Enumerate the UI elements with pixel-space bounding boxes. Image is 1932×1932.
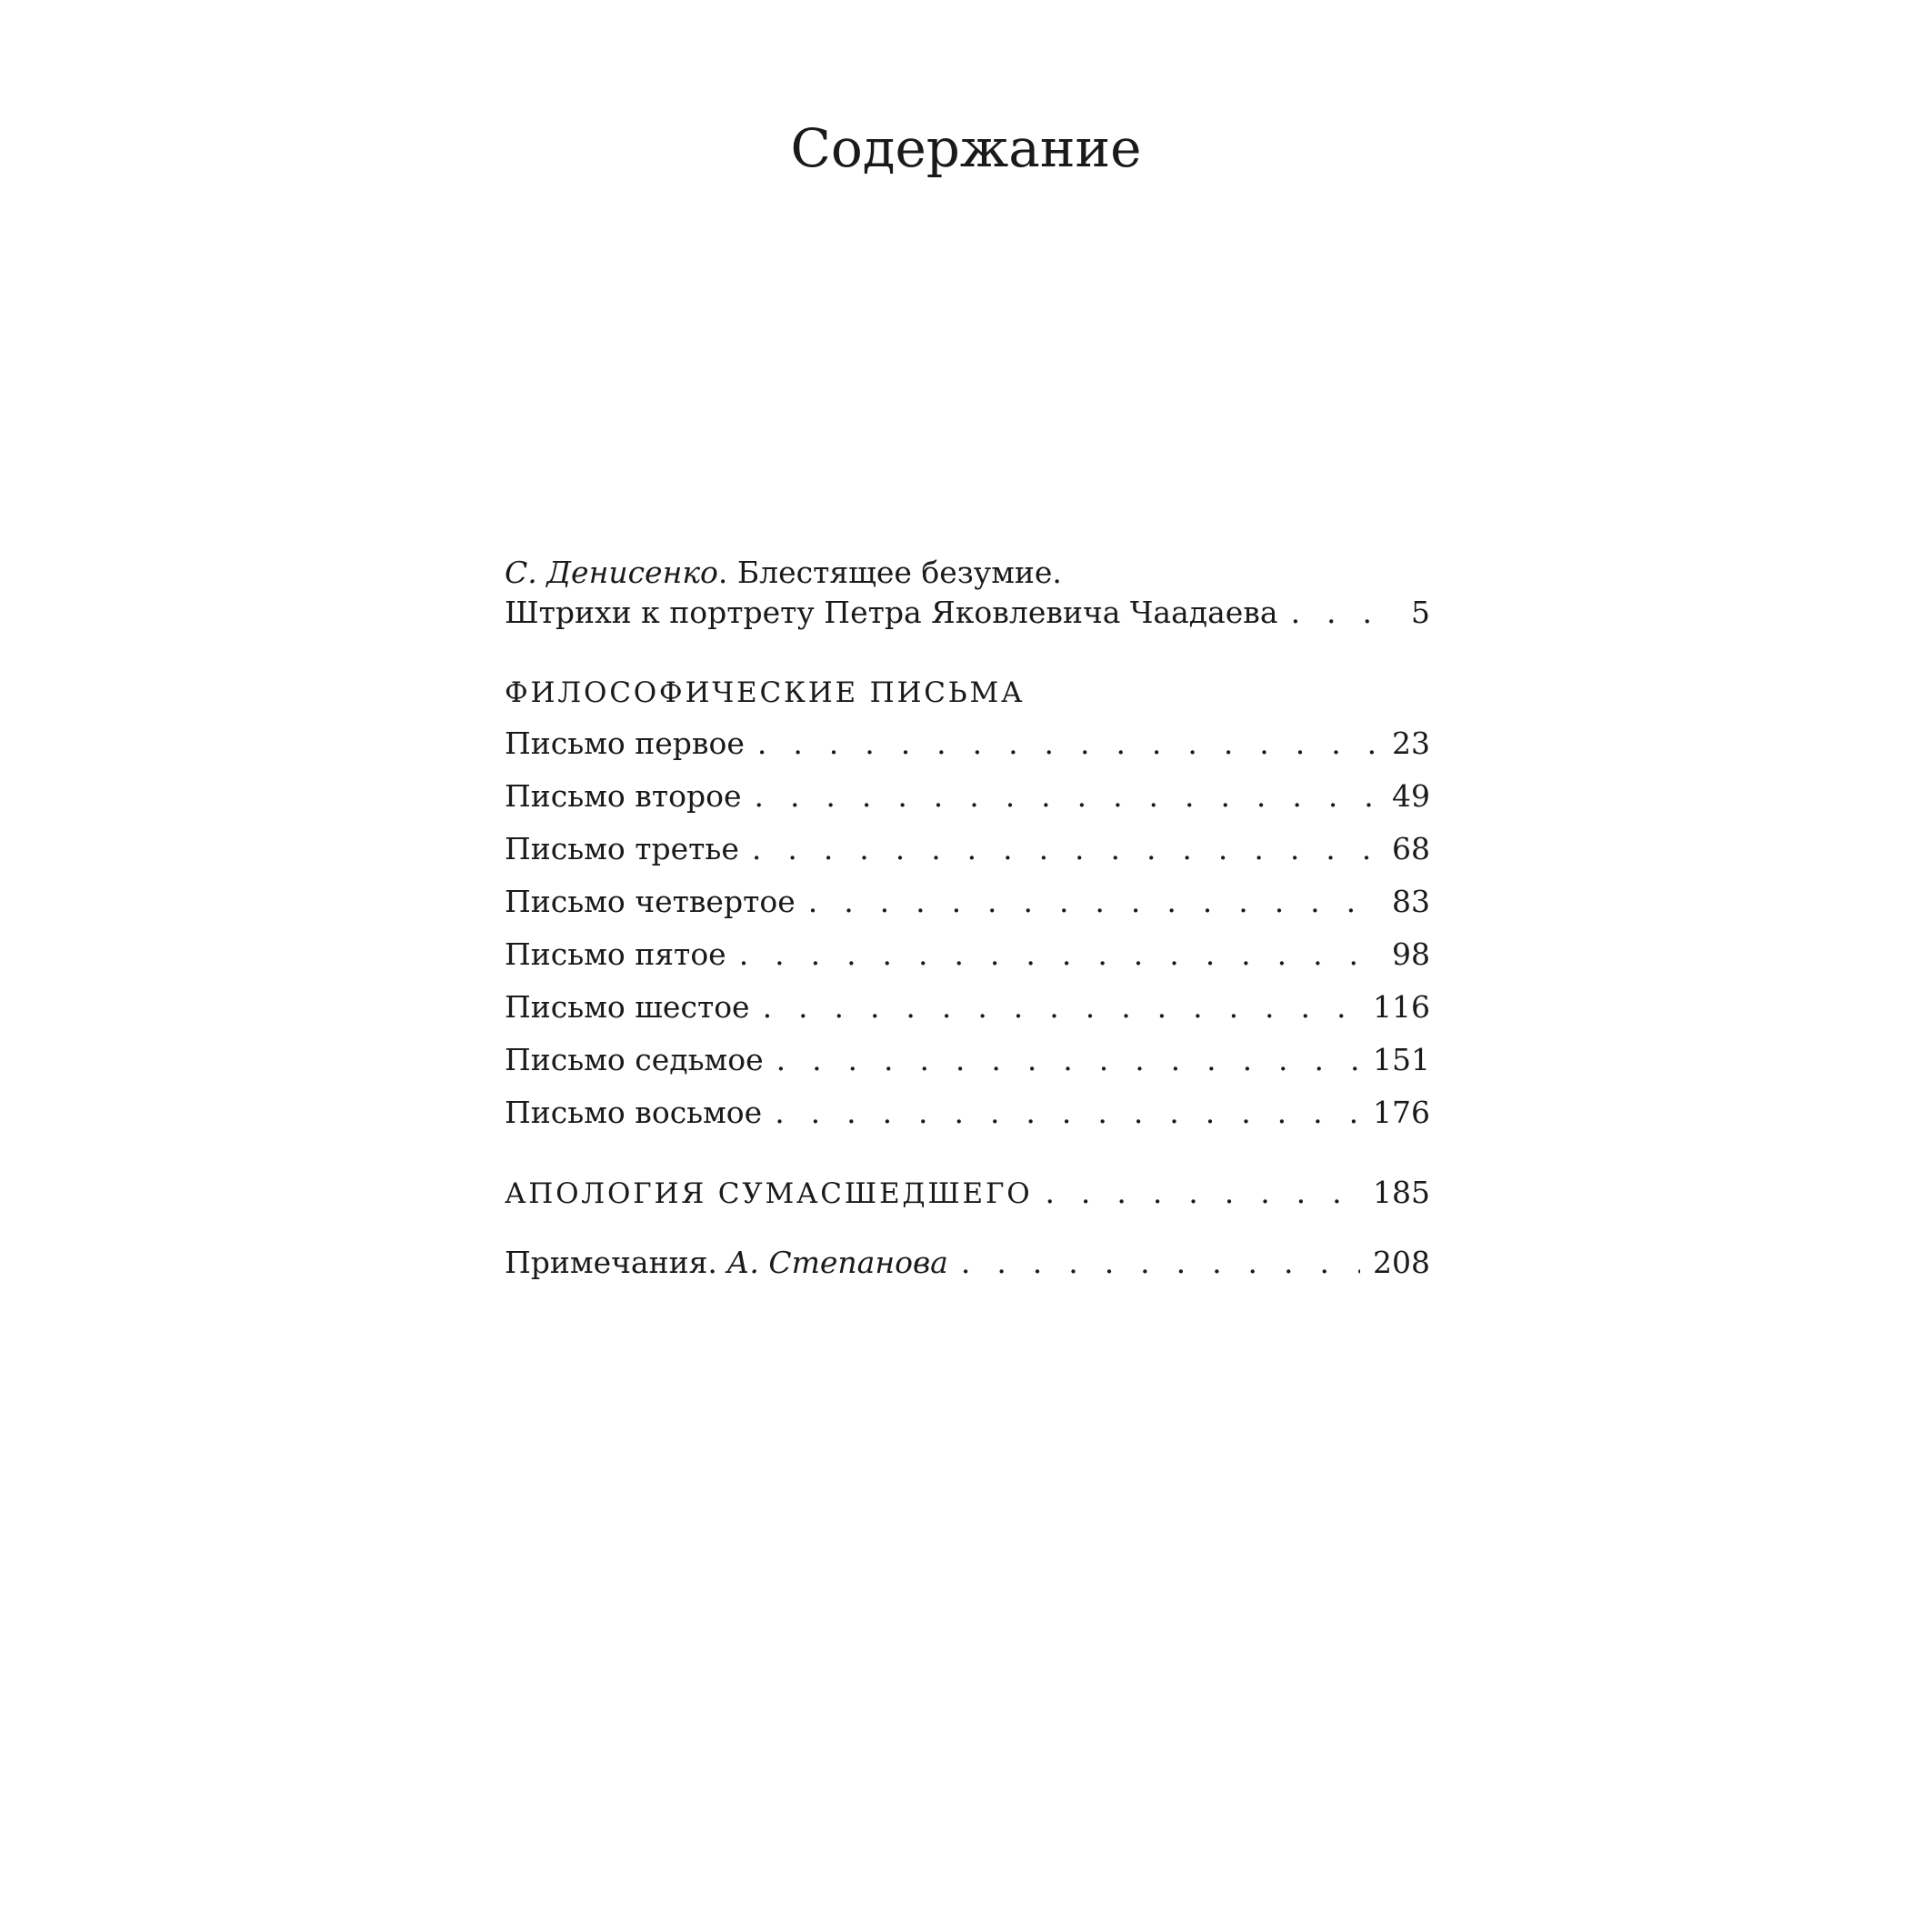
table-of-contents [505, 553, 1430, 1283]
dot-leader [739, 935, 1376, 975]
entry-page-number: 176 [1373, 1095, 1430, 1130]
entry-title: Письмо седьмое [505, 1042, 764, 1077]
toc-entry-letter-5[interactable] [505, 935, 1430, 975]
toc-entry-letter-2[interactable] [505, 776, 1430, 816]
entry-title: Письмо четвертое [505, 884, 796, 919]
entry-title: Письмо шестое [505, 989, 750, 1025]
toc-entry-letter-6[interactable] [505, 987, 1430, 1027]
notes-label: Примечания. [505, 1245, 717, 1280]
dot-leader [754, 776, 1376, 816]
toc-entry-letter-3[interactable] [505, 829, 1430, 869]
dot-leader [808, 882, 1376, 922]
entry-page-number: 151 [1373, 1042, 1430, 1077]
entry-title: Письмо третье [505, 831, 739, 866]
notes-author: А. Степанова [726, 1245, 948, 1280]
notes-page-number: 208 [1373, 1245, 1430, 1280]
dot-leader [757, 724, 1376, 764]
apology-page-number: 185 [1373, 1175, 1430, 1210]
intro-title-line1: . Блестящее безумие. [717, 555, 1062, 590]
toc-entry-letter-1[interactable] [505, 724, 1430, 764]
page-title: Содержание [790, 117, 1142, 179]
entry-page-number: 116 [1373, 989, 1430, 1025]
dot-leader [1045, 1173, 1360, 1213]
dot-leader [1291, 593, 1376, 633]
entry-page-number: 68 [1392, 831, 1430, 866]
intro-page-number: 5 [1411, 595, 1430, 630]
toc-entry-letter-7[interactable] [505, 1040, 1430, 1080]
entry-page-number: 83 [1392, 884, 1430, 919]
entry-page-number: 49 [1392, 778, 1430, 814]
intro-author: С. Денисенко [505, 555, 718, 590]
dot-leader [775, 1093, 1360, 1133]
entry-title: Письмо восьмое [505, 1095, 763, 1130]
section-heading-text: ФИЛОСОФИЧЕСКИЕ ПИСЬМА [505, 676, 1026, 709]
toc-entry-letter-8[interactable] [505, 1093, 1430, 1133]
entry-title: Письмо второе [505, 778, 742, 814]
toc-entry-notes[interactable] [505, 1243, 1430, 1283]
dot-leader [961, 1243, 1360, 1283]
toc-entry-intro[interactable] [505, 553, 1430, 633]
entry-page-number: 23 [1392, 726, 1430, 761]
intro-line-2 [505, 593, 1430, 633]
dot-leader [752, 829, 1376, 869]
intro-line-1 [505, 553, 1430, 593]
entry-title: Письмо пятое [505, 936, 726, 972]
entry-title: Письмо первое [505, 726, 745, 761]
dot-leader [776, 1040, 1360, 1080]
toc-entry-letter-4[interactable] [505, 882, 1430, 922]
entry-page-number: 98 [1392, 936, 1430, 972]
intro-title-line2: Штрихи к портрету Петра Яковлевича Чаадаева [505, 595, 1278, 630]
dot-leader [763, 987, 1360, 1027]
apology-title: АПОЛОГИЯ СУМАСШЕДШЕГО [505, 1177, 1033, 1210]
section-heading [505, 673, 1430, 713]
toc-entry-apology[interactable] [505, 1173, 1430, 1214]
